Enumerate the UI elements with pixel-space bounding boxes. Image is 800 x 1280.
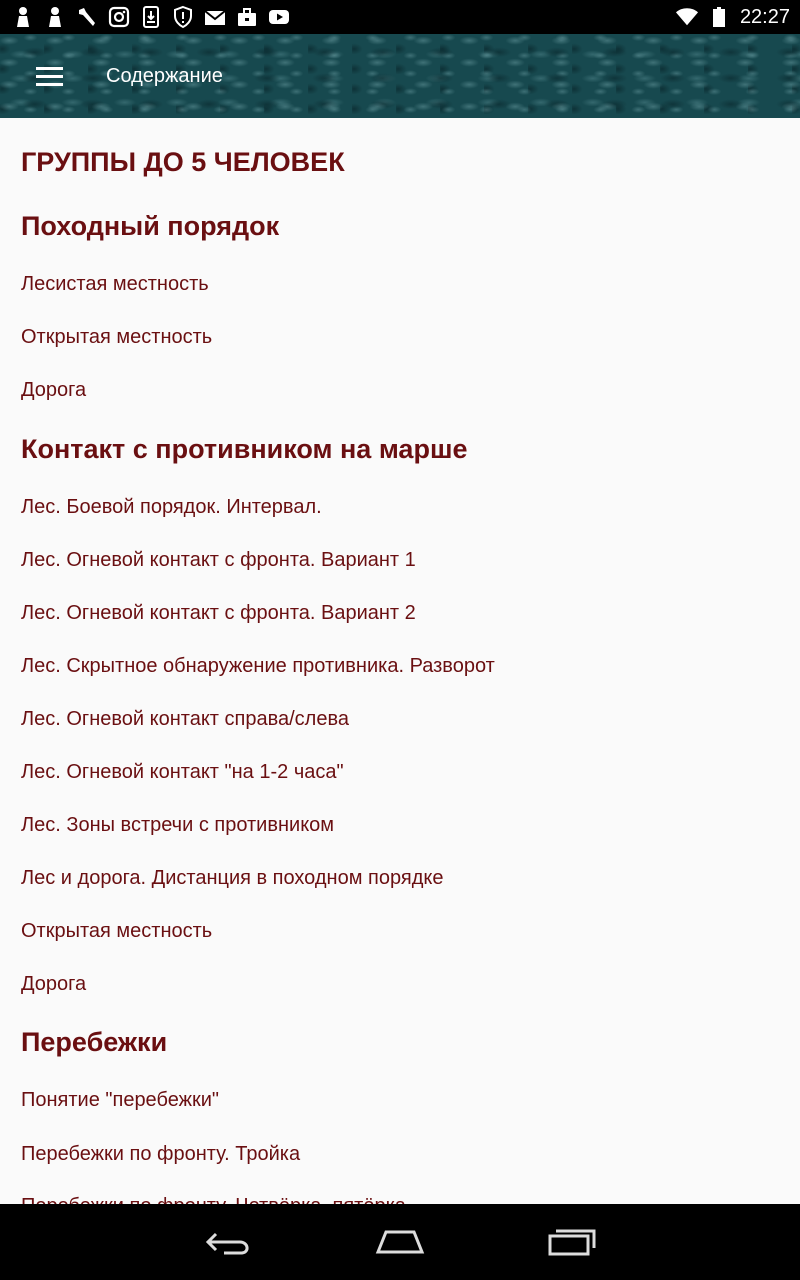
list-item[interactable]: Лес. Огневой контакт "на 1-2 часа" bbox=[21, 761, 344, 783]
heading-rushes[interactable]: Перебежки bbox=[21, 1027, 168, 1057]
contents-list[interactable] bbox=[0, 118, 800, 1204]
list-item[interactable]: Лес. Боевой порядок. Интервал. bbox=[21, 496, 322, 518]
download-icon bbox=[140, 6, 162, 28]
system-status bbox=[676, 0, 790, 34]
home-icon[interactable] bbox=[370, 1222, 430, 1262]
status-bar bbox=[0, 0, 800, 34]
person-icon bbox=[44, 6, 66, 28]
notification-icons bbox=[12, 0, 290, 34]
back-icon[interactable] bbox=[200, 1222, 260, 1262]
page-title: Содержание bbox=[106, 65, 223, 87]
system-nav-bar bbox=[0, 1204, 800, 1280]
battery-icon bbox=[708, 6, 730, 28]
section-title: ГРУППЫ ДО 5 ЧЕЛОВЕК bbox=[21, 147, 345, 177]
clock: 22:27 bbox=[739, 5, 790, 28]
shield-icon bbox=[172, 6, 194, 28]
heading-marching-order[interactable]: Походный порядок bbox=[21, 211, 280, 241]
list-item[interactable]: Лес. Огневой контакт справа/слева bbox=[21, 708, 349, 730]
briefcase-icon bbox=[236, 6, 258, 28]
list-item[interactable]: Лесистая местность bbox=[21, 273, 209, 295]
list-item[interactable]: Открытая местность bbox=[21, 920, 213, 942]
heading-enemy-contact[interactable]: Контакт с противником на марше bbox=[21, 434, 468, 464]
wrench-icon bbox=[76, 6, 98, 28]
list-item[interactable]: Дорога bbox=[21, 973, 87, 995]
hamburger-menu-icon[interactable] bbox=[24, 56, 74, 96]
list-item[interactable]: Лес. Зоны встречи с противником bbox=[21, 814, 335, 836]
list-item[interactable]: Дорога bbox=[21, 379, 87, 401]
instagram-icon bbox=[108, 6, 130, 28]
wifi-icon bbox=[676, 6, 698, 28]
recent-apps-icon[interactable] bbox=[540, 1222, 600, 1262]
list-item[interactable]: Понятие "перебежки" bbox=[21, 1089, 219, 1111]
mail-icon bbox=[204, 6, 226, 28]
list-item[interactable]: Лес и дорога. Дистанция в походном порядке bbox=[21, 867, 444, 889]
list-item[interactable]: Перебежки по фронту. Тройка bbox=[21, 1143, 301, 1165]
list-item[interactable]: Лес. Огневой контакт с фронта. Вариант 2 bbox=[21, 602, 416, 624]
list-item[interactable]: Открытая местность bbox=[21, 326, 213, 348]
person-icon bbox=[12, 6, 34, 28]
list-item[interactable]: Лес. Огневой контакт с фронта. Вариант 1 bbox=[21, 549, 416, 571]
app-toolbar bbox=[0, 34, 800, 118]
list-item[interactable]: Лес. Скрытное обнаружение противника. Разворот bbox=[21, 655, 495, 677]
youtube-icon bbox=[268, 6, 290, 28]
